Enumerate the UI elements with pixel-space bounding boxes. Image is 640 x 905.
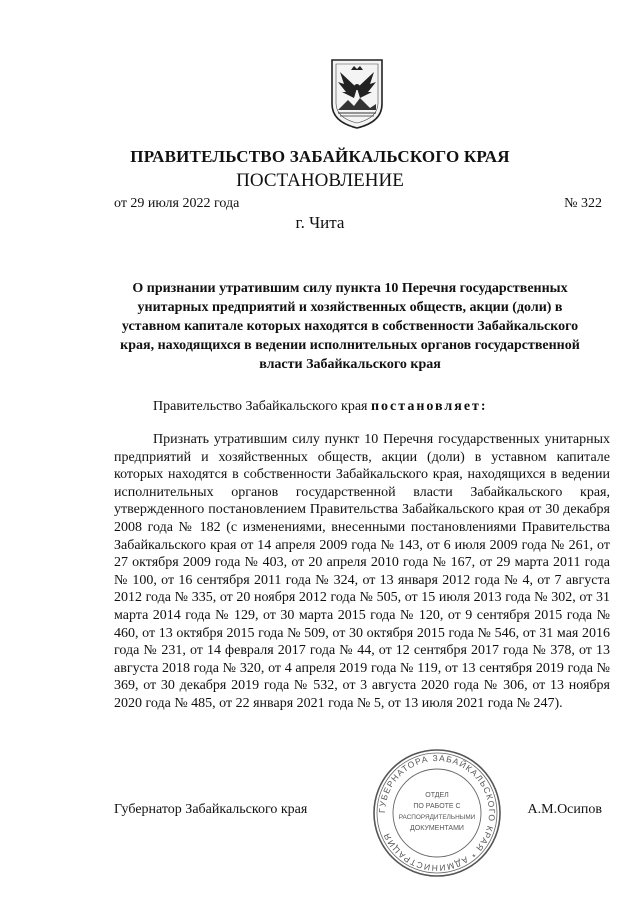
- stamp-line-4: ДОКУМЕНТАМИ: [410, 825, 464, 832]
- document-subject: О признании утратившим силу пункта 10 Перечня государственных унитарных предприятий и хозяйственных обществ, акции (доли) в уставном капитале которых находятся в собственности Забайкальского края, находящихся в ведении исполнительных органов государственной власти Забайкальского края: [120, 281, 580, 372]
- body-paragraph: Признать утратившим силу пункт 10 Перечня государственных унитарных предприятий и хозяйственных обществ, акции (доли) в уставном капитале которых находятся в собственности Забайкальского края, находящихся в ведении исполнительных органов государственной власти Забайкальского края, утвержденного постановлением Правительства Забайкальского края от 30 декабря 2008 года № 182 (с изменениями, внесенными постановлениями Правительства Забайкальского края от 14 апреля 2009 года № 143, от 6 июля 2009 года № 261, от 27 октября 2009 года № 403, от 20 апреля 2010 года № 167, от 29 марта 2011 года № 100, от 16 сентября 2011 года № 324, от 13 января 2012 года № 4, от 7 августа 2012 года № 335, от 20 ноября 2012 года № 505, от 15 июля 2013 года № 302, от 31 марта 2014 года № 129, от 30 марта 2015 года № 120, от 9 сентября 2015 года № 460, от 13 октября 2015 года № 509, от 30 октября 2015 года № 546, от 31 мая 2016 года № 231, от 14 февраля 2017 года № 44, от 12 сентября 2017 года № 378, от 13 августа 2018 года № 320, от 4 апреля 2019 года № 119, от 13 сентября 2019 года № 369, от 30 декабря 2019 года № 532, от 3 августа 2020 года № 306, от 13 ноября 2020 года № 485, от 22 января 2021 года № 5, от 13 июля 2021 года № 247).: [114, 432, 610, 711]
- stamp-line-1: ОТДЕЛ: [425, 792, 449, 799]
- document-date: от 29 июля 2022 года: [114, 196, 240, 211]
- stamp-line-3: РАСПОРЯДИТЕЛЬНЫМИ: [398, 814, 476, 821]
- preamble-verb: постановляет:: [370, 399, 488, 414]
- preamble-text: Правительство Забайкальского края: [153, 399, 368, 414]
- preamble: [153, 399, 488, 415]
- signatory-name: А.М.Осипов: [527, 802, 602, 817]
- stamp-line-2: ПО РАБОТЕ С: [413, 803, 461, 810]
- stamp-ring-text: ГУБЕРНАТОРА ЗАБАЙКАЛЬСКОГО КРАЯ * АДМИНИСТРАЦИЯ: [376, 752, 498, 874]
- document-number: № 322: [564, 196, 602, 211]
- official-stamp: [371, 747, 503, 879]
- document-city: г. Чита: [295, 213, 345, 232]
- signatory-position: Губернатор Забайкальского края: [114, 802, 308, 817]
- government-title: ПРАВИТЕЛЬСТВО ЗАБАЙКАЛЬСКОГО КРАЯ: [130, 147, 510, 166]
- coat-of-arms-emblem: [330, 58, 384, 130]
- document-kind: ПОСТАНОВЛЕНИЕ: [236, 170, 404, 191]
